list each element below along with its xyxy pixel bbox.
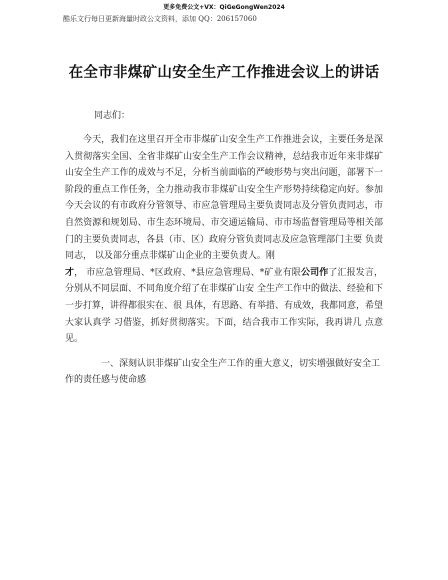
salutation: 同志们： — [94, 111, 131, 121]
bold-text: 才 — [65, 267, 75, 278]
document-title: 在全市非煤矿山安全生产工作推进会议上的讲话 — [68, 64, 380, 81]
paragraph-reports — [65, 265, 383, 348]
document-body — [65, 132, 383, 389]
paragraph-intro: 今天，我们在这里召开全市非煤矿山安全生产工作推进会议，主要任务是深入贯彻落实全国、全省非煤矿山安全生产工作会议精神，总结我市近年来非煤矿山安全生产工作的成效与不足，分析当前面临的严峻形势与突出问题，部署下一阶段的重点工作任务，全力推动我市非煤矿山安全生产形势持续稳定向好。参加今天会议的有市政府分管领导、市应急管理局主要负责同志及分管负责同志，市自然资源和规划局、市生态环境局、市交通运输局、市市场监督管理局等相关部门的主要负责同志，各县（市、区）政府分管负责同志及应急管理部门主要 负责同志， 以及部分重点非煤矿山企业的主要负责人。刚 — [65, 135, 383, 262]
header-note: 酷乐文行每日更新海量时政公文资料，添加 QQ：206157060 — [63, 15, 257, 23]
paragraph-text: ， 市应急管理局、*区政府、*县应急管理局、*矿业有限 — [74, 267, 301, 278]
paragraph-text: 了汇报发言，分别从不同层面、不同角度介绍了在非煤矿山安 全生产工作中的做法、经验和下一步打算，讲得都很实在、很 具体，有思路、有举措、有成效，我都同意，希望大家认真学 习借鉴，抓好贯彻落实。下面，结合我市工作实际，我再讲几 点意见。 — [65, 267, 383, 345]
section-heading-1: 一、深刻认识非煤矿山安全生产工作的重大意义，切实增强做好安全工作的责任感与使命感 — [65, 358, 381, 386]
bold-text: 公司作 — [300, 267, 329, 278]
top-banner: 更多免费公文+VX：QiGeGongWen2024 — [163, 4, 285, 11]
